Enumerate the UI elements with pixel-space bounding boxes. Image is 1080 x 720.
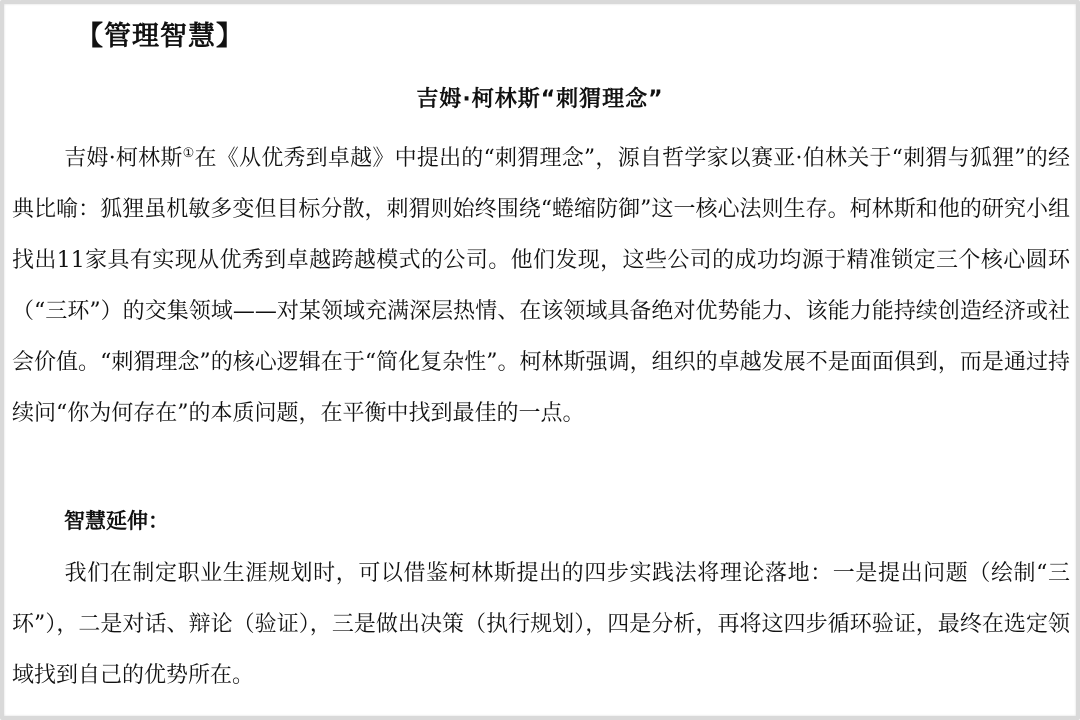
section-heading: 【管理智慧】 [76,21,244,52]
extension-body-text: 我们在制定职业生涯规划时，可以借鉴柯林斯提出的四步实践法将理论落地：一是提出问题（绘制“三环”），二是对话、辩论（验证），三是做出决策（执行规划），四是分析，再将这四步循环验证，最终在选定领域找到自己的优势所在。 [12,561,1070,688]
article-body-start: 吉姆·柯林斯 [64,146,183,171]
extension-heading: 智慧延伸： [64,509,169,533]
footnote-marker[interactable]: ① [182,146,195,161]
article-body [12,133,1070,439]
article-title: 吉姆·柯林斯“刺猬理念” [416,87,664,112]
article-body-rest: 在《从优秀到卓越》中提出的“刺猬理念”，源自哲学家以赛亚·伯林关于“刺猬与狐狸”的经典比喻：狐狸虽机敏多变但目标分散，刺猬则始终围绕“蜷缩防御”这一核心法则生存。柯林斯和他的研究小组找出11家具有实现从优秀到卓越跨越模式的公司。他们发现，这些公司的成功均源于精准锁定三个核心圆环（“三环”）的交集领域——对某领域充满深层热情、在该领域具备绝对优势能力、该能力能持续创造经济或社会价值。“刺猬理念”的核心逻辑在于“简化复杂性”。柯林斯强调，组织的卓越发展不是面面俱到，而是通过持续问“你为何存在”的本质问题，在平衡中找到最佳的一点。 [12,146,1071,426]
extension-body [12,548,1070,701]
